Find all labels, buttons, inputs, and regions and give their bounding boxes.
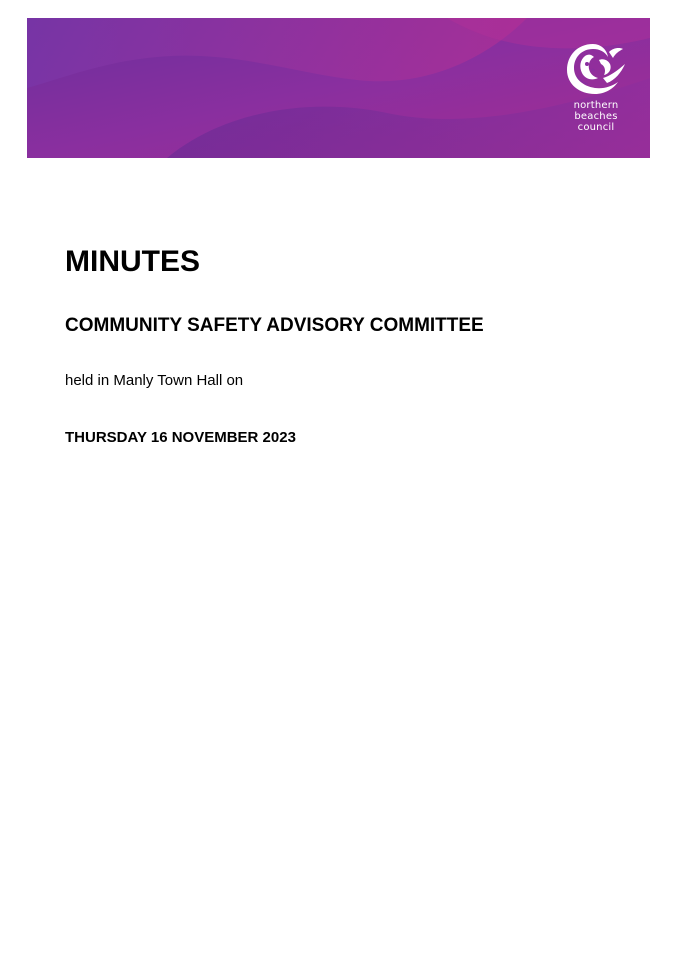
council-logo [559, 40, 633, 158]
document-title: MINUTES [65, 245, 200, 278]
logo-line-1: northern [573, 100, 619, 111]
meeting-date: THURSDAY 16 NOVEMBER 2023 [65, 429, 296, 446]
committee-name: COMMUNITY SAFETY ADVISORY COMMITTEE [65, 315, 484, 336]
logo-line-3: council [577, 122, 615, 133]
meeting-location: held in Manly Town Hall on [65, 372, 244, 389]
logo-line-2: beaches [574, 111, 618, 122]
banner-background [27, 18, 650, 158]
council-logo-text [559, 100, 633, 133]
council-emblem-icon [563, 40, 629, 96]
header-banner [27, 18, 650, 158]
